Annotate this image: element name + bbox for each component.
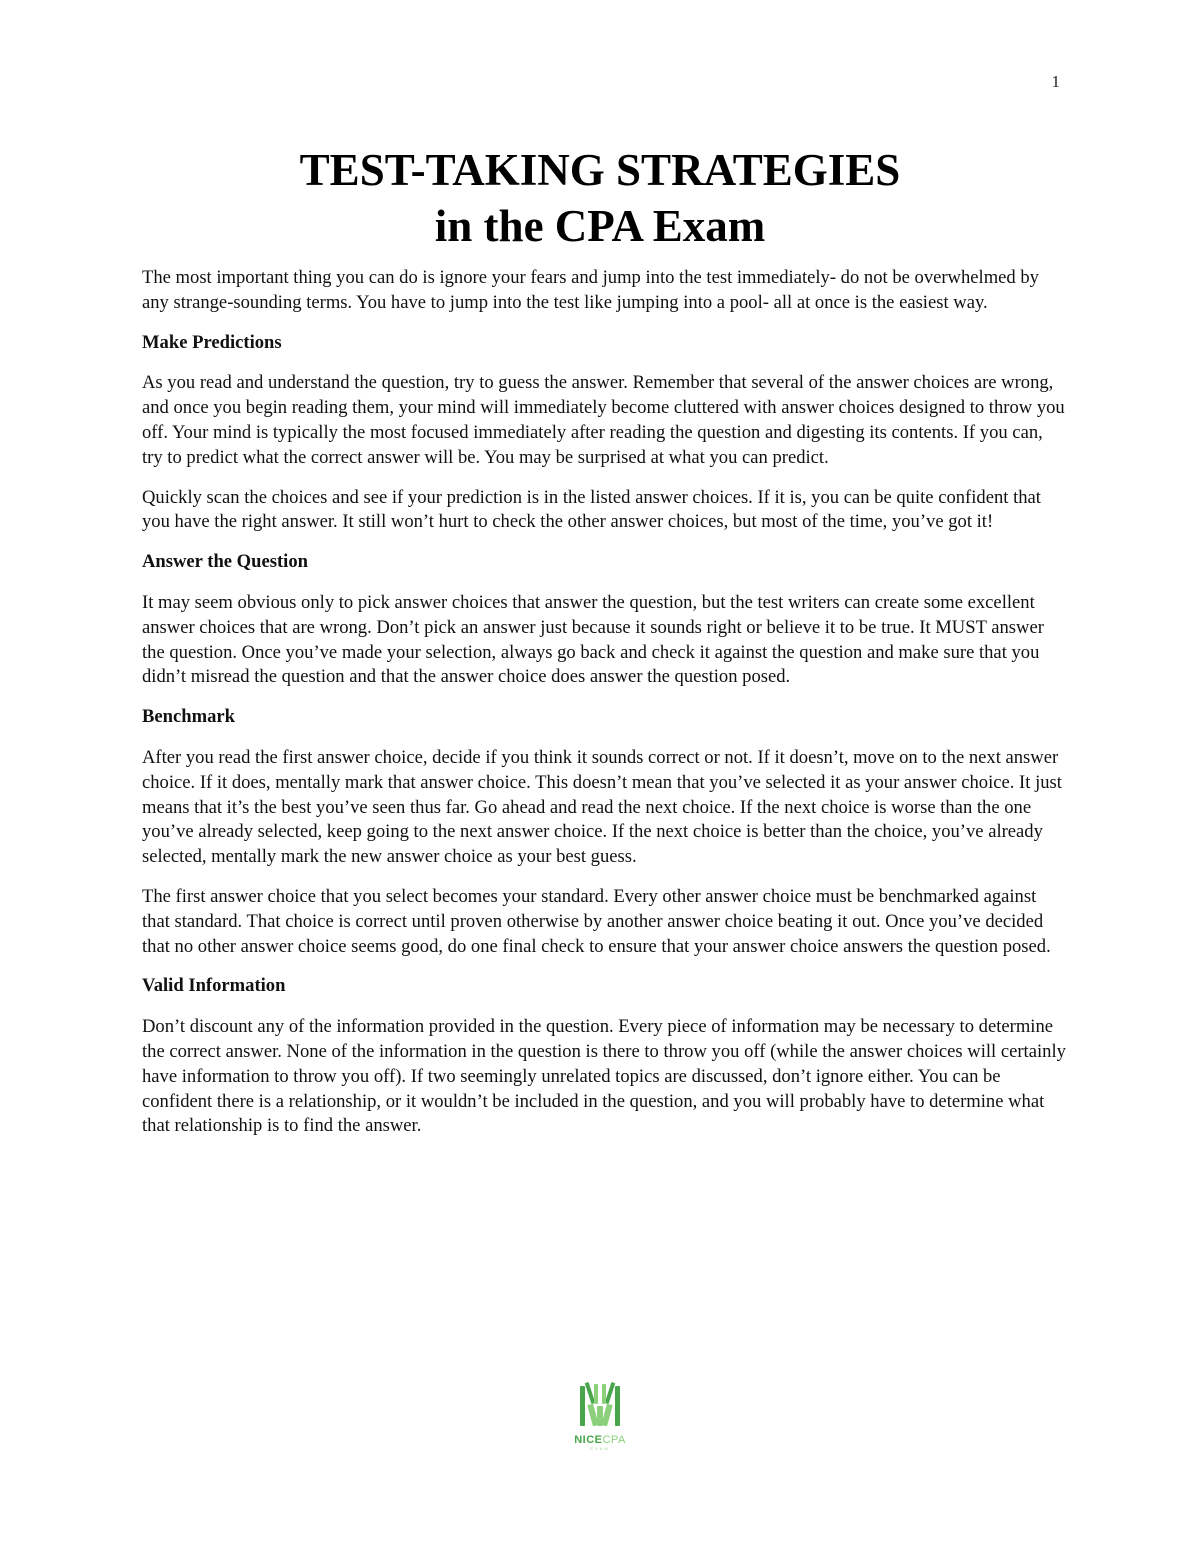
section-make-predictions bbox=[142, 331, 1067, 536]
logo-wordmark bbox=[560, 1434, 640, 1446]
intro-paragraph: The most important thing you can do is ignore your fears and jump into the test immediately- do not be overwhelmed by any strange-sounding terms. You have to jump into the test like jumping into a pool- all at once is the easiest way. bbox=[142, 267, 1039, 313]
logo-cpa-text: CPA bbox=[602, 1434, 626, 1446]
title-line-2: in the CPA Exam bbox=[434, 201, 766, 251]
section-heading: Make Predictions bbox=[142, 331, 282, 353]
document-title bbox=[0, 142, 1200, 254]
section-valid-information bbox=[142, 974, 1067, 1139]
section-paragraph: Don’t discount any of the information provided in the question. Every piece of information may be necessary to determine the correct answer. None of the information in the question is there to throw you off (while the answer choices will certainly have information to throw you off). If two seemingly unrelated topics are discussed, don’t ignore either. You can be confident there is a relationship, or it wouldn’t be included in the question, and you will probably have to determine what that relationship is to find the answer. bbox=[142, 1016, 1066, 1137]
section-paragraph: It may seem obvious only to pick answer choices that answer the question, but the test writers can create some excellent answer choices that are wrong. Don’t pick an answer just because it sounds right or believe it to be true. It MUST answer the question. Once you’ve made your selection, always go back and check it against the question and make sure that you didn’t misread the question and that the answer choice does answer the question posed. bbox=[142, 591, 1044, 688]
section-benchmark bbox=[142, 705, 1067, 959]
section-heading: Answer the Question bbox=[142, 551, 308, 573]
section-heading: Valid Information bbox=[142, 975, 286, 997]
section-paragraph: After you read the first answer choice, decide if you think it sounds correct or not. If it doesn’t, move on to the next answer choice. If it does, mentally mark that answer choice. This doesn’t mean that you’ve selected it as your answer choice. It just means that it’s the best you’ve seen thus far. Go ahead and read the next choice. If the next choice is worse than the one you’ve already selected, keep going to the next answer choice. If the next choice is better than the choice, you’ve already selected, mentally mark the new answer choice as your best guess. bbox=[142, 746, 1062, 868]
section-heading: Benchmark bbox=[142, 706, 235, 728]
section-paragraph: As you read and understand the question, try to guess the answer. Remember that several of the answer choices are wrong, and once you begin reading them, your mind will immediately become cluttered with answer choices designed to throw you off. Your mind is typically the most focused immediately after reading the question and digesting its contents. If you can, try to predict what the correct answer will be. You may be surprised at what you can predict. bbox=[142, 372, 1065, 468]
document-body bbox=[142, 266, 1067, 1154]
section-answer-the-question bbox=[142, 550, 1067, 690]
logo-subtext: EXAM bbox=[590, 1446, 610, 1451]
title-line-1: TEST-TAKING STRATEGIES bbox=[299, 145, 901, 195]
nice-cpa-logo bbox=[560, 1380, 640, 1451]
page-number: 1 bbox=[1051, 72, 1060, 91]
section-paragraph: Quickly scan the choices and see if your prediction is in the listed answer choices. If it is, you can be quite confident that you have the right answer. It still won’t hurt to check the other answer choices, but most of the time, you’ve got it! bbox=[142, 486, 1041, 533]
logo-nice-text: NICE bbox=[574, 1434, 603, 1446]
section-paragraph: The first answer choice that you select becomes your standard. Every other answer choice must be benchmarked against that standard. That choice is correct until proven otherwise by another answer choice beating it out. Once you’ve decided that no other answer choice seems good, do one final check to ensure that your answer choice answers the question posed. bbox=[142, 885, 1051, 957]
nice-cpa-logo-icon bbox=[578, 1380, 622, 1428]
